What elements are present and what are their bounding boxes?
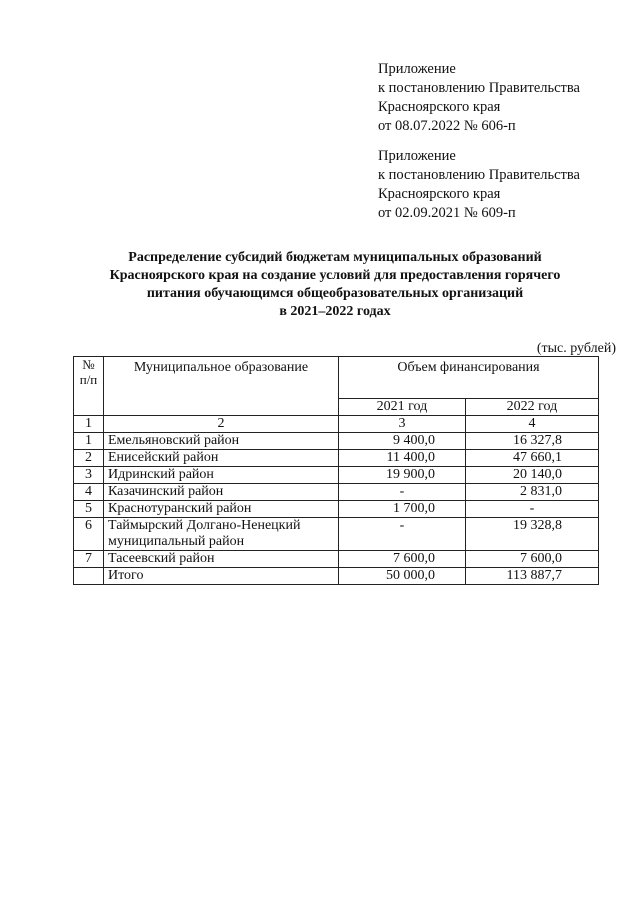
appendix-line: от 08.07.2022 № 606-п: [378, 118, 516, 134]
row-value-2021: -: [338, 484, 465, 501]
row-value-2021: 11 400,0: [338, 450, 465, 467]
row-value-2021: 19 900,0: [338, 467, 465, 484]
appendix-line: Приложение: [378, 61, 456, 77]
table-row: [74, 467, 599, 484]
appendix-line: Красноярского края: [378, 186, 501, 202]
row-number: 6: [74, 518, 104, 551]
row-municipality: Идринский район: [104, 467, 339, 484]
row-value-2021: 9 400,0: [338, 433, 465, 450]
document-title: [70, 249, 600, 321]
row-number: 3: [74, 467, 104, 484]
header-funding: Объем финансирования: [338, 357, 598, 399]
title-line: питания обучающимся общеобразовательных организаций: [146, 286, 524, 301]
header-number: [74, 357, 104, 416]
row-number: 1: [74, 433, 104, 450]
appendix-block-606: [378, 60, 628, 136]
title-line: Красноярского края на создание условий для предоставления горячего: [109, 268, 561, 283]
row-number: 2: [74, 450, 104, 467]
table-row: [74, 450, 599, 467]
units-label: (тыс. рублей): [536, 341, 616, 356]
row-municipality-line: Таймырский Долгано-Ненецкий: [108, 518, 301, 533]
appendix-block-609: [378, 147, 628, 223]
row-municipality: [104, 518, 339, 551]
appendix-line: к постановлению Правительства: [378, 80, 580, 96]
row-municipality: Казачинский район: [104, 484, 339, 501]
title-line: в 2021–2022 годах: [279, 304, 391, 319]
header-number-abbr: п/п: [79, 372, 98, 387]
column-number: 3: [338, 416, 465, 433]
total-value-2022: 113 887,7: [465, 568, 598, 585]
table-header-row: [74, 357, 599, 399]
header-municipality: Муниципальное образование: [104, 357, 339, 416]
row-value-2021: -: [338, 518, 465, 551]
row-municipality: Емельяновский район: [104, 433, 339, 450]
subsidy-table: [73, 356, 599, 585]
appendix-line: Приложение: [378, 148, 456, 164]
title-line: Распределение субсидий бюджетам муниципальных образований: [128, 250, 542, 265]
row-number: 7: [74, 551, 104, 568]
row-value-2022: 16 327,8: [465, 433, 598, 450]
table-row: [74, 551, 599, 568]
row-number: 5: [74, 501, 104, 518]
appendix-line: от 02.09.2021 № 609-п: [378, 205, 516, 221]
row-value-2021: 1 700,0: [338, 501, 465, 518]
row-value-2022: 7 600,0: [465, 551, 598, 568]
appendix-line: Красноярского края: [378, 99, 501, 115]
row-value-2022: -: [465, 501, 598, 518]
row-value-2022: 19 328,8: [465, 518, 598, 551]
row-value-2022: 20 140,0: [465, 467, 598, 484]
appendix-line: к постановлению Правительства: [378, 167, 580, 183]
column-number: 2: [104, 416, 339, 433]
header-year-2021: 2021 год: [338, 399, 465, 416]
row-value-2022: 47 660,1: [465, 450, 598, 467]
table-total-row: [74, 568, 599, 585]
row-municipality: Краснотуранский район: [104, 501, 339, 518]
row-municipality: Енисейский район: [104, 450, 339, 467]
column-number: 4: [465, 416, 598, 433]
header-year-2022: 2022 год: [465, 399, 598, 416]
table-row: [74, 518, 599, 551]
header-number-symbol: №: [82, 357, 95, 372]
total-label: Итого: [104, 568, 339, 585]
row-municipality-line: муниципальный район: [108, 534, 245, 549]
row-municipality: Тасеевский район: [104, 551, 339, 568]
column-number: 1: [74, 416, 104, 433]
table-row: [74, 433, 599, 450]
column-number-row: [74, 416, 599, 433]
total-value-2021: 50 000,0: [338, 568, 465, 585]
table-row: [74, 484, 599, 501]
row-value-2021: 7 600,0: [338, 551, 465, 568]
total-number-empty: [74, 568, 104, 585]
table-row: [74, 501, 599, 518]
row-value-2022: 2 831,0: [465, 484, 598, 501]
row-number: 4: [74, 484, 104, 501]
